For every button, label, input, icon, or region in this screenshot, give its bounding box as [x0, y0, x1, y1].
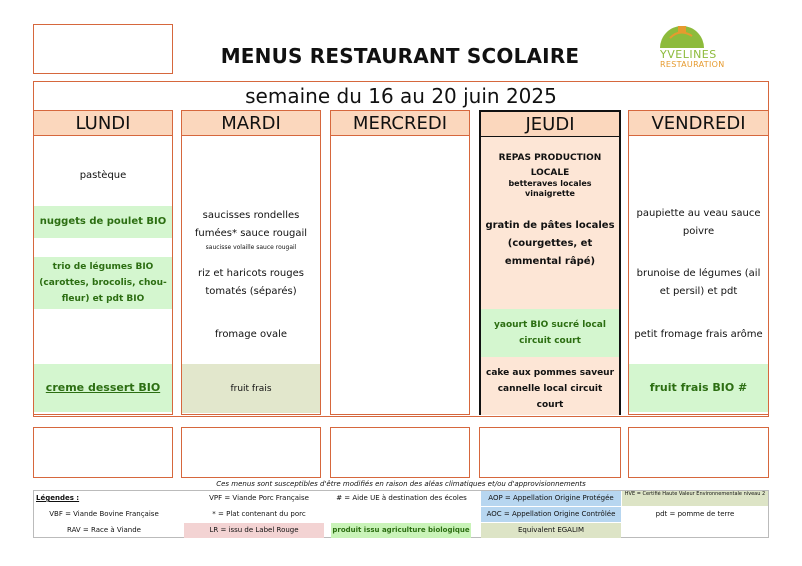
menu-main: nuggets de poulet BIO — [34, 206, 172, 238]
legend-title: Légendes : — [36, 494, 80, 502]
day-column-mardi — [181, 110, 321, 415]
empty-cell — [479, 427, 621, 478]
day-header: JEUDI — [481, 112, 619, 137]
menu-side: riz et haricots rouges tomatés (séparés) — [198, 268, 304, 297]
legend-pdt: pdt = pomme de terre — [655, 510, 735, 518]
menu-main-alternative: saucisse volaille sauce rougail — [205, 243, 297, 251]
page-title: MENUS RESTAURANT SCOLAIRE — [220, 44, 580, 68]
brand-logo — [640, 18, 740, 72]
menu-main: gratin de pâtes locales (courgettes, et emmental râpé) — [485, 220, 615, 267]
day-column-vendredi — [628, 110, 769, 415]
brand-subtitle: RESTAURATION — [660, 60, 725, 69]
day-column-lundi — [33, 110, 173, 415]
day-column-mercredi — [330, 110, 470, 415]
legend-rav: RAV = Race à Viande — [67, 526, 141, 534]
day-header: MERCREDI — [331, 111, 469, 136]
legend-bio: produit issu agriculture biologique — [331, 523, 471, 538]
week-title: semaine du 16 au 20 juin 2025 — [245, 84, 557, 108]
legend-vpf: VPF = Viande Porc Française — [209, 494, 309, 502]
logo-placeholder-box — [33, 24, 173, 74]
menu-side: brunoise de légumes (ail et persil) et pdt — [636, 268, 761, 297]
menu-dessert: cake aux pommes saveur cannelle local circuit court — [485, 368, 615, 410]
legend-egalim: Equivalent EGALIM — [481, 523, 621, 538]
legend-label-rouge: LR = issu de Label Rouge — [184, 523, 324, 538]
menu-cheese: fromage ovale — [214, 329, 288, 340]
day-header: MARDI — [182, 111, 320, 136]
empty-cell — [181, 427, 321, 478]
menu-main: paupiette au veau sauce poivre — [636, 208, 761, 237]
brand-name: YVELINES — [660, 48, 717, 61]
menu-main: saucisses rondelles fumées* sauce rougail — [194, 209, 308, 239]
menu-dairy: yaourt BIO sucré local circuit court — [481, 309, 619, 357]
menu-starter: pastèque — [79, 170, 127, 181]
menu-dessert: fruit frais — [182, 364, 320, 413]
day-column-jeudi — [479, 110, 621, 415]
menu-dessert: fruit frais BIO # — [629, 364, 768, 412]
legend-porc: * = Plat contenant du porc — [212, 510, 306, 518]
legend — [33, 490, 769, 538]
empty-cell — [330, 427, 470, 478]
day-header: LUNDI — [34, 111, 172, 136]
legend-hve: HVE = Certifié Haute Valeur Environnementale niveau 2 — [622, 491, 768, 506]
empty-cell — [33, 427, 173, 478]
menu-starter: betteraves locales vinaigrette — [508, 179, 592, 198]
disclaimer-note: Ces menus sont susceptibles d'être modifiés en raison des aléas climatiques et/ou d'approvisionnements — [216, 480, 586, 488]
day-header: VENDREDI — [629, 111, 768, 136]
empty-cell — [628, 427, 769, 478]
special-meal-label: REPAS PRODUCTION LOCALE — [498, 153, 602, 178]
menu-side: trio de légumes BIO (carottes, brocolis, chou-fleur) et pdt BIO — [34, 257, 172, 309]
legend-aoc: AOC = Appellation Origine Contrôlée — [481, 507, 621, 522]
legend-vbf: VBF = Viande Bovine Française — [49, 510, 159, 518]
menu-dessert: creme dessert BIO — [34, 364, 172, 412]
menu-main-block — [182, 202, 320, 256]
menu-cheese: petit fromage frais arôme — [634, 329, 763, 340]
legend-aop: AOP = Appellation Origine Protégée — [481, 491, 621, 506]
legend-aide-ue: # = Aide UE à destination des écoles — [336, 494, 467, 502]
